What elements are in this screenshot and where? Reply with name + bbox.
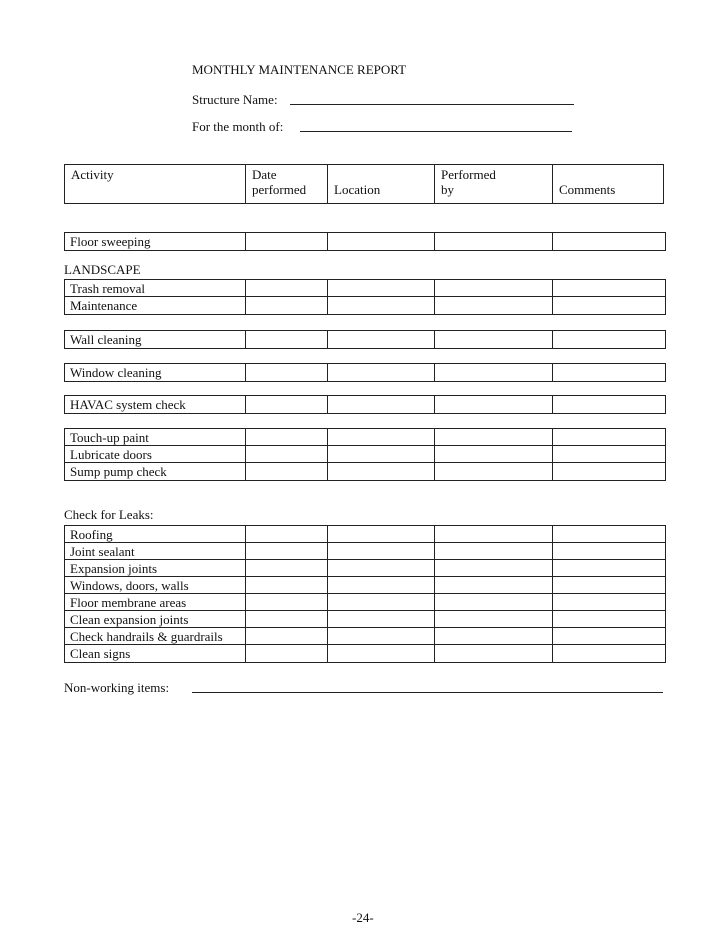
location-cell[interactable] — [328, 628, 435, 644]
location-cell[interactable] — [328, 463, 435, 480]
comments-cell[interactable] — [553, 429, 665, 445]
comments-cell[interactable] — [553, 446, 665, 462]
comments-cell[interactable] — [553, 463, 665, 480]
performed-by-cell[interactable] — [435, 233, 553, 250]
group-landscape — [64, 279, 666, 315]
comments-cell[interactable] — [553, 233, 665, 250]
performed-by-cell[interactable] — [435, 526, 553, 542]
activity-cell: Expansion joints — [65, 560, 246, 576]
group-leaks — [64, 525, 666, 663]
report-title: MONTHLY MAINTENANCE REPORT — [192, 62, 407, 77]
performed-by-cell[interactable] — [435, 628, 553, 644]
table-row — [65, 577, 665, 594]
activity-cell: Wall cleaning — [65, 331, 246, 348]
performed-by-cell[interactable] — [435, 645, 553, 662]
location-cell[interactable] — [328, 297, 435, 314]
table-row — [65, 645, 665, 662]
table-row — [65, 560, 665, 577]
date-cell[interactable] — [246, 543, 328, 559]
activity-cell: Floor membrane areas — [65, 594, 246, 610]
location-cell[interactable] — [328, 543, 435, 559]
comments-cell[interactable] — [553, 560, 665, 576]
structure-name-field[interactable] — [290, 104, 574, 105]
comments-cell[interactable] — [553, 396, 665, 413]
group-floor — [64, 232, 666, 251]
table-row — [65, 526, 665, 543]
activity-cell: Trash removal — [65, 280, 246, 296]
performed-by-cell[interactable] — [435, 446, 553, 462]
performed-by-cell[interactable] — [435, 297, 553, 314]
activity-cell: Windows, doors, walls — [65, 577, 246, 593]
performed-by-cell[interactable] — [435, 594, 553, 610]
header-comments: Comments — [559, 182, 616, 197]
date-cell[interactable] — [246, 364, 328, 381]
activity-cell: Roofing — [65, 526, 246, 542]
date-cell[interactable] — [246, 594, 328, 610]
performed-by-cell[interactable] — [435, 543, 553, 559]
date-cell[interactable] — [246, 280, 328, 296]
activity-cell: Sump pump check — [65, 463, 246, 480]
location-cell[interactable] — [328, 280, 435, 296]
table-row — [65, 463, 665, 480]
activity-cell: Lubricate doors — [65, 446, 246, 462]
performed-by-cell[interactable] — [435, 463, 553, 480]
performed-by-cell[interactable] — [435, 611, 553, 627]
location-cell[interactable] — [328, 594, 435, 610]
table-row — [65, 628, 665, 645]
page-number: -24- — [352, 910, 374, 925]
date-cell[interactable] — [246, 560, 328, 576]
performed-by-cell[interactable] — [435, 560, 553, 576]
activity-cell: Clean signs — [65, 645, 246, 662]
location-cell[interactable] — [328, 396, 435, 413]
group-misc — [64, 428, 666, 481]
group-window — [64, 363, 666, 382]
comments-cell[interactable] — [553, 577, 665, 593]
table-row — [65, 297, 665, 314]
location-cell[interactable] — [328, 645, 435, 662]
activity-cell: Floor sweeping — [65, 233, 246, 250]
table-row — [65, 611, 665, 628]
comments-cell[interactable] — [553, 364, 665, 381]
location-cell[interactable] — [328, 526, 435, 542]
group-wall — [64, 330, 666, 349]
landscape-heading: LANDSCAPE — [64, 262, 141, 277]
date-cell[interactable] — [246, 297, 328, 314]
location-cell[interactable] — [328, 233, 435, 250]
non-working-label: Non-working items: — [64, 680, 170, 695]
leaks-heading: Check for Leaks: — [64, 507, 154, 522]
activity-cell: HAVAC system check — [65, 396, 246, 413]
performed-by-cell[interactable] — [435, 280, 553, 296]
comments-cell[interactable] — [553, 543, 665, 559]
table-row — [65, 543, 665, 560]
comments-cell[interactable] — [553, 645, 665, 662]
comments-cell[interactable] — [553, 526, 665, 542]
date-cell[interactable] — [246, 628, 328, 644]
header-date: Date performed — [246, 165, 328, 203]
comments-cell[interactable] — [553, 297, 665, 314]
table-row — [65, 429, 665, 446]
date-cell[interactable] — [246, 577, 328, 593]
table-row — [65, 280, 665, 297]
date-cell[interactable] — [246, 645, 328, 662]
performed-by-cell[interactable] — [435, 396, 553, 413]
activity-cell: Joint sealant — [65, 543, 246, 559]
location-cell[interactable] — [328, 429, 435, 445]
comments-cell[interactable] — [553, 628, 665, 644]
location-cell[interactable] — [328, 560, 435, 576]
date-cell[interactable] — [246, 463, 328, 480]
table-row — [65, 233, 665, 250]
location-cell[interactable] — [328, 331, 435, 348]
location-cell[interactable] — [328, 446, 435, 462]
month-label: For the month of: — [192, 119, 284, 134]
header-performed-by: Performed by — [435, 165, 553, 203]
date-cell[interactable] — [246, 526, 328, 542]
comments-cell[interactable] — [553, 611, 665, 627]
date-cell[interactable] — [246, 331, 328, 348]
comments-cell[interactable] — [553, 280, 665, 296]
table-row — [65, 594, 665, 611]
activity-cell: Touch-up paint — [65, 429, 246, 445]
header-activity: Activity — [65, 165, 246, 203]
date-cell[interactable] — [246, 446, 328, 462]
location-cell[interactable] — [328, 611, 435, 627]
location-cell[interactable] — [328, 364, 435, 381]
month-field[interactable] — [300, 131, 572, 132]
performed-by-cell[interactable] — [435, 429, 553, 445]
date-cell[interactable] — [246, 396, 328, 413]
location-cell[interactable] — [328, 577, 435, 593]
comments-cell[interactable] — [553, 331, 665, 348]
comments-cell[interactable] — [553, 594, 665, 610]
table-row — [65, 364, 665, 381]
performed-by-cell[interactable] — [435, 364, 553, 381]
table-row — [65, 331, 665, 348]
group-havac — [64, 395, 666, 414]
header-location: Location — [328, 165, 435, 203]
date-cell[interactable] — [246, 429, 328, 445]
table-header — [64, 164, 664, 204]
table-row — [65, 446, 665, 463]
activity-cell: Check handrails & guardrails — [65, 628, 246, 644]
table-row — [65, 396, 665, 413]
activity-cell: Maintenance — [65, 297, 246, 314]
non-working-field[interactable] — [192, 692, 663, 693]
date-cell[interactable] — [246, 611, 328, 627]
structure-name-label: Structure Name: — [192, 92, 278, 107]
activity-cell: Clean expansion joints — [65, 611, 246, 627]
performed-by-cell[interactable] — [435, 577, 553, 593]
performed-by-cell[interactable] — [435, 331, 553, 348]
date-cell[interactable] — [246, 233, 328, 250]
activity-cell: Window cleaning — [65, 364, 246, 381]
